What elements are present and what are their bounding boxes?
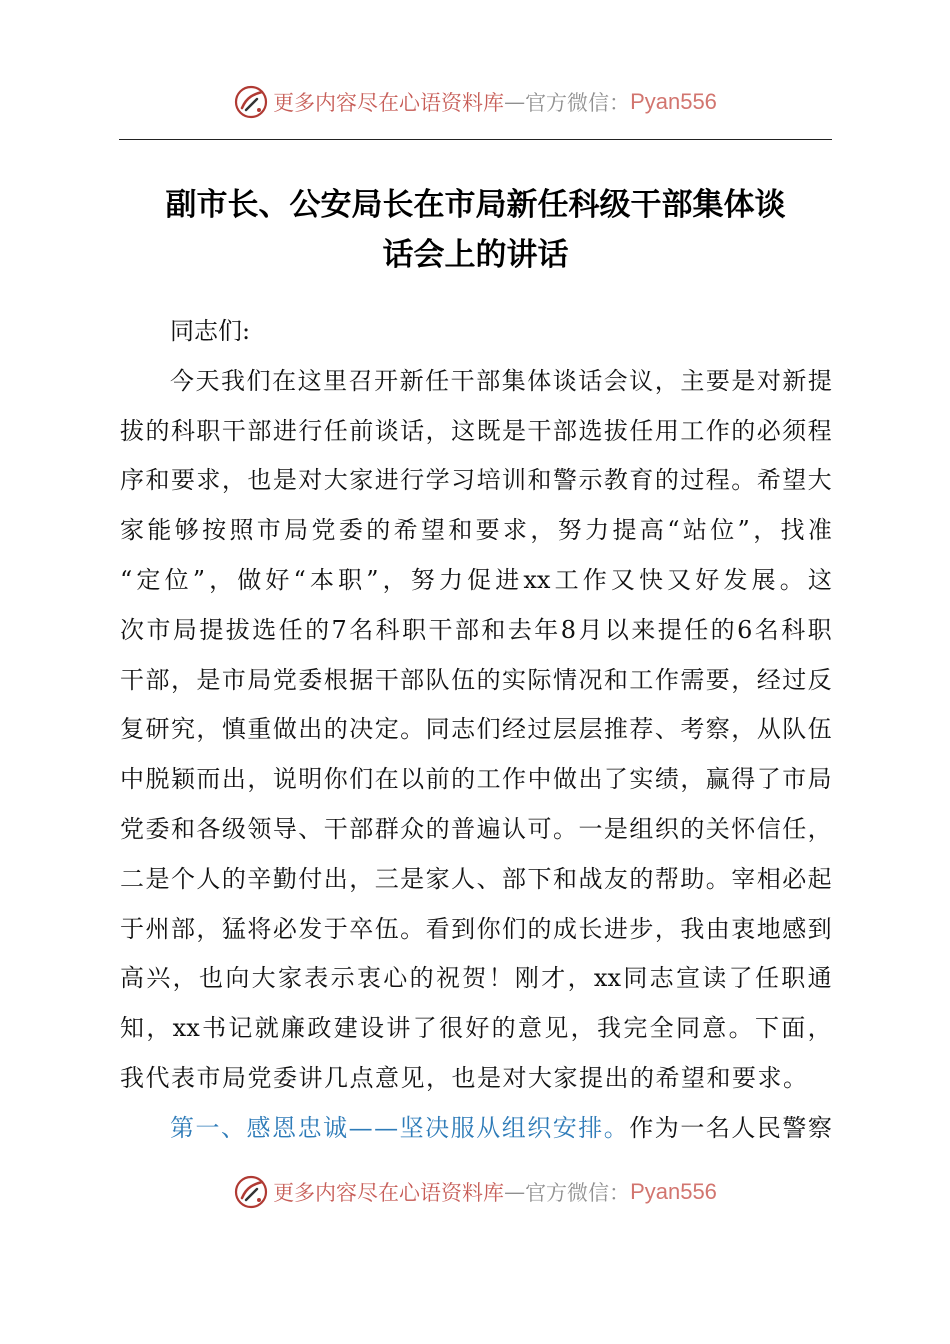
banner-wechat-label: 官方微信： — [525, 1181, 631, 1205]
paragraph-line: 二 是 个 人 的 辛 勤 付 出 ， 三 是 家 人 、 部 下 和 战 友 的 帮 助 。 宰 相 必 起 — [120, 864, 832, 893]
section-heading-char: 安 — [552, 1113, 577, 1142]
paragraph-line: 序 和 要 求 ， 也 是 对 大 家 进 行 学 习 培 训 和 警 示 教 育 的 过 程 。 希 望 大 — [120, 466, 832, 495]
section-heading-char: 、 — [221, 1113, 246, 1142]
section-heading-char: 从 — [476, 1113, 501, 1142]
paragraph-line: 于 州 部 ， 猛 将 必 发 于 卒 伍 。 看 到 你 们 的 成 长 进 步 ， 我 由 衷 地 感 到 — [120, 914, 832, 943]
banner-site-text: 更多内容尽在心语资料库 — [273, 91, 505, 115]
banner-wechat-id: Pyan556 — [630, 1179, 717, 1204]
header-banner — [0, 82, 950, 122]
section-text-char: 一 — [680, 1113, 705, 1142]
banner-wechat-id: Pyan556 — [630, 89, 717, 114]
paragraph-line: “ 定 位 ” ， 做 好 “ 本 职 ” ， 努 力 促 进 xx 工 作 又 快 又 好 发 展 。 这 — [120, 565, 832, 594]
paragraph-line: 今 天 我 们 在 这 里 召 开 新 任 干 部 集 体 谈 话 会 议 ， 主 要 是 对 新 提 — [170, 366, 832, 395]
document-title — [119, 180, 832, 280]
banner-separator: — — [504, 90, 526, 114]
section-heading-char: 感 — [246, 1113, 271, 1142]
section-heading-line — [120, 1104, 832, 1154]
title-line: 话会上的讲话 — [382, 237, 569, 273]
section-heading-char: 织 — [527, 1113, 552, 1142]
document-body — [120, 307, 832, 1154]
section-heading-char: 服 — [450, 1113, 475, 1142]
section-heading-char: — — [374, 1113, 399, 1142]
section-text-char: 名 — [705, 1113, 730, 1142]
header-divider — [119, 139, 832, 140]
section-heading-char: 坚 — [399, 1113, 424, 1142]
paragraph-line: 我代表市局党委讲几点意见，也是对大家提出的希望和要求。 — [120, 1063, 809, 1092]
paragraph-line: 复 研 究 ， 慎 重 做 出 的 决 定 。 同 志 们 经 过 层 层 推 荐 、 考 察 ， 从 队 伍 — [120, 715, 832, 744]
section-heading-char: — — [348, 1113, 373, 1142]
paragraph-line: 知 ， xx 书 记 就 廉 政 建 设 讲 了 很 好 的 意 见 ， 我 完 全 同 意 。 下 面 ， — [120, 1014, 832, 1043]
section-heading-char: 第 — [170, 1113, 194, 1142]
paragraph-line: 中 脱 颖 而 出 ， 说 明 你 们 在 以 前 的 工 作 中 做 出 了 实 绩 ， 赢 得 了 市 局 — [120, 765, 832, 794]
banner-site-text: 更多内容尽在心语资料库 — [273, 1181, 505, 1205]
section-text-char: 为 — [654, 1113, 679, 1142]
brand-logo-icon — [233, 84, 269, 120]
paragraph-line: 次 市 局 提 拔 选 任 的 7 名 科 职 干 部 和 去 年 8 月 以 来 提 任 的 6 名 科 职 — [120, 615, 832, 644]
section-heading-char: 。 — [603, 1113, 628, 1142]
greeting: 同志们: — [170, 317, 251, 345]
section-text-char: 人 — [731, 1113, 756, 1142]
section-heading-char: 忠 — [297, 1113, 322, 1142]
section-heading-char: 排 — [578, 1113, 603, 1142]
paragraph-line: 高 兴 ， 也 向 大 家 表 示 衷 心 的 祝 贺 ！ 刚 才 ， xx 同 志 宣 读 了 任 职 通 — [120, 964, 832, 993]
paragraph-line: 党 委 和 各 级 领 导 、 干 部 群 众 的 普 遍 认 可 。 一 是 组 织 的 关 怀 信 任 ， — [120, 814, 832, 843]
banner-wechat-label: 官方微信： — [525, 91, 631, 115]
section-text-char: 察 — [807, 1113, 832, 1142]
brand-logo-icon — [233, 1174, 269, 1210]
section-text-char: 民 — [756, 1113, 781, 1142]
title-line: 副市长、公安局长在市局新任科级干部集体谈 — [165, 187, 786, 223]
section-heading-char: 诚 — [323, 1113, 348, 1142]
footer-banner — [0, 1172, 950, 1212]
section-heading-char: 组 — [501, 1113, 526, 1142]
paragraph-line: 干 部 ， 是 市 局 党 委 根 据 干 部 队 伍 的 实 际 情 况 和 工 作 需 要 ， 经 过 反 — [120, 665, 832, 694]
main-paragraph — [120, 357, 832, 1104]
paragraph-line: 家 能 够 按 照 市 局 党 委 的 希 望 和 要 求 ， 努 力 提 高 “ 站 位 ” ， 找 准 — [120, 516, 832, 545]
paragraph-line: 拔 的 科 职 干 部 进 行 任 前 谈 话 ， 这 既 是 干 部 选 拔 任 用 工 作 的 必 须 程 — [120, 416, 832, 445]
section-heading-char: 恩 — [272, 1113, 297, 1142]
section-text-char: 作 — [629, 1113, 654, 1142]
banner-separator: — — [504, 1180, 526, 1204]
section-text-char: 警 — [782, 1113, 807, 1142]
section-heading-char: 决 — [425, 1113, 450, 1142]
section-heading-char: 一 — [195, 1113, 220, 1142]
